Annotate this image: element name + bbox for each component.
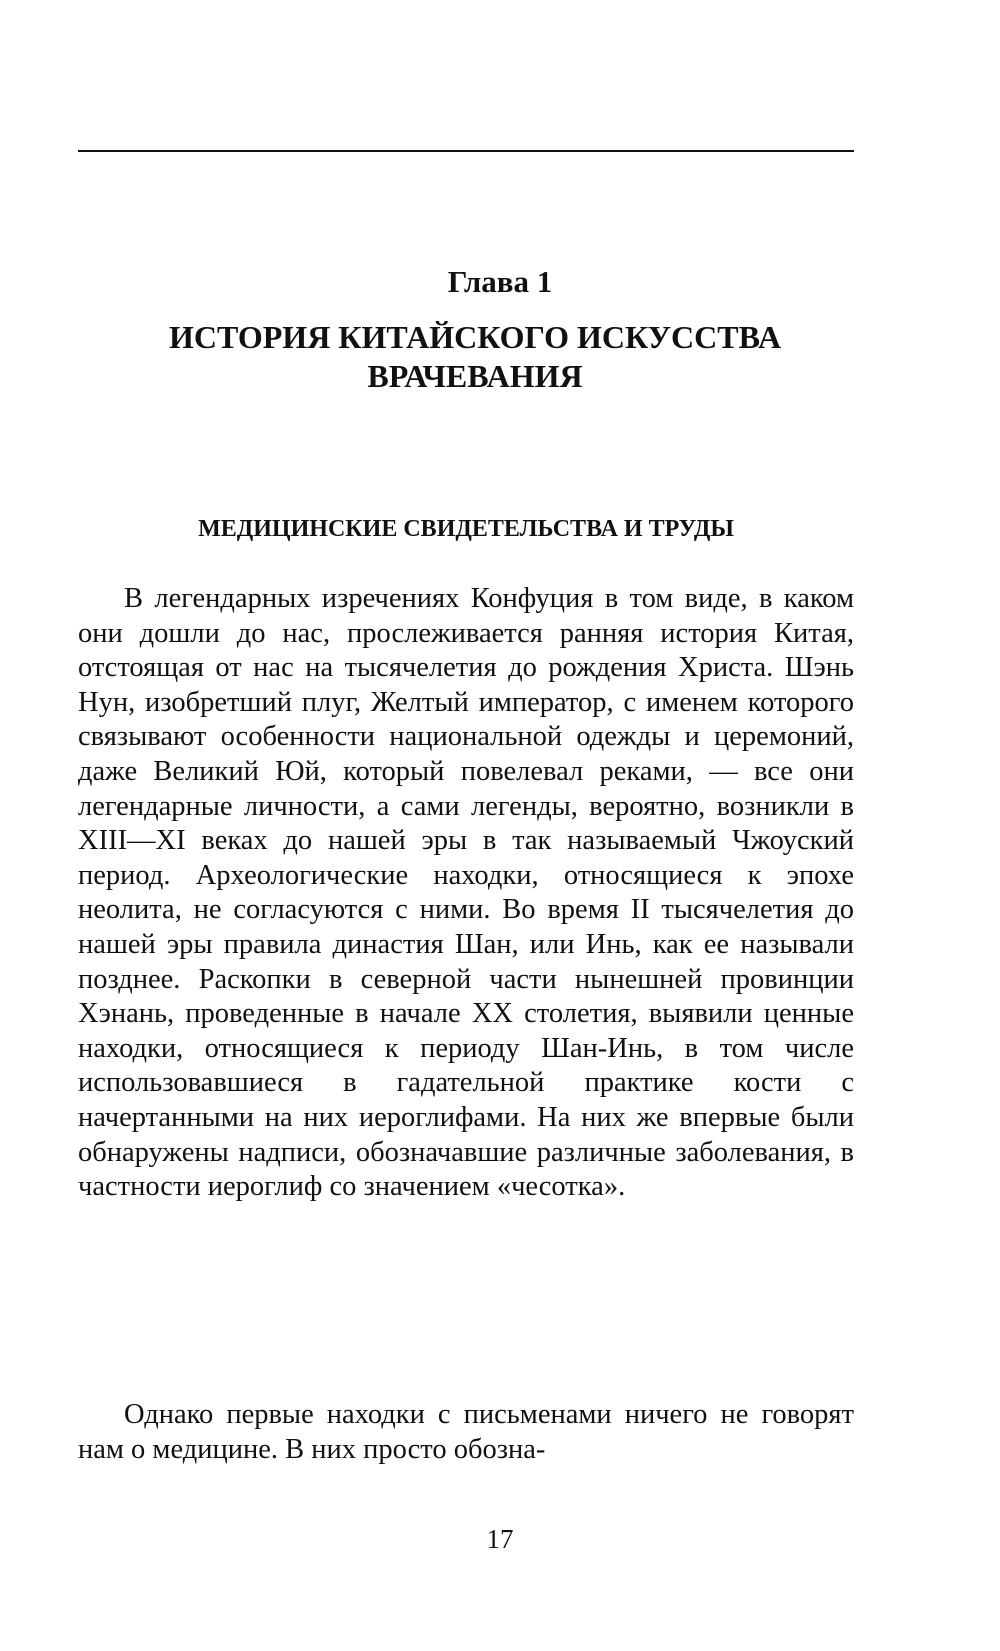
chapter-number: Глава 1	[447, 264, 553, 299]
section-title: МЕДИЦИНСКИЕ СВИДЕТЕЛЬСТВА И ТРУДЫ	[198, 516, 734, 542]
chapter-title: ИСТОРИЯ КИТАЙСКОГО ИСКУССТВА ВРАЧЕВАНИЯ	[168, 319, 782, 394]
body-paragraph-2: Однако первые находки с письменами ничего не говорят нам о медицине. В них просто обозна-	[78, 1399, 854, 1465]
page-number: 17	[486, 1524, 514, 1554]
top-divider-line	[78, 150, 854, 152]
body-paragraph-1: В легендарных изречениях Конфуция в том виде, в каком они дошли до нас, прослеживается ранняя история Китая, отстоящая от нас на тысячелетия до рождения Христа. Шэнь Нун, изобретший плуг, Желтый император, с именем которого связывают особенности национальной одежды и церемоний, даже Великий Юй, который повелевал реками, — все они легендарные личности, а сами легенды, вероятно, возникли в XIII—XI веках до нашей эры в так называемый Чжоуский период. Археологические находки, относящиеся к эпохе неолита, не согласуются с ними. Во время II тысячелетия до нашей эры правила династия Шан, или Инь, как ее называли позднее. Раскопки в северной части нынешней провинции Хэнань, проведенные в начале XX столетия, выявили ценные находки, относящиеся к периоду Шан-Инь, в том числе использовавшиеся в гадательной практике кости с начертанными на них иероглифами. На них же впервые были обнаружены надписи, обозначавшие различные заболевания, в частности иероглиф со значением «чесотка».	[78, 583, 854, 1203]
